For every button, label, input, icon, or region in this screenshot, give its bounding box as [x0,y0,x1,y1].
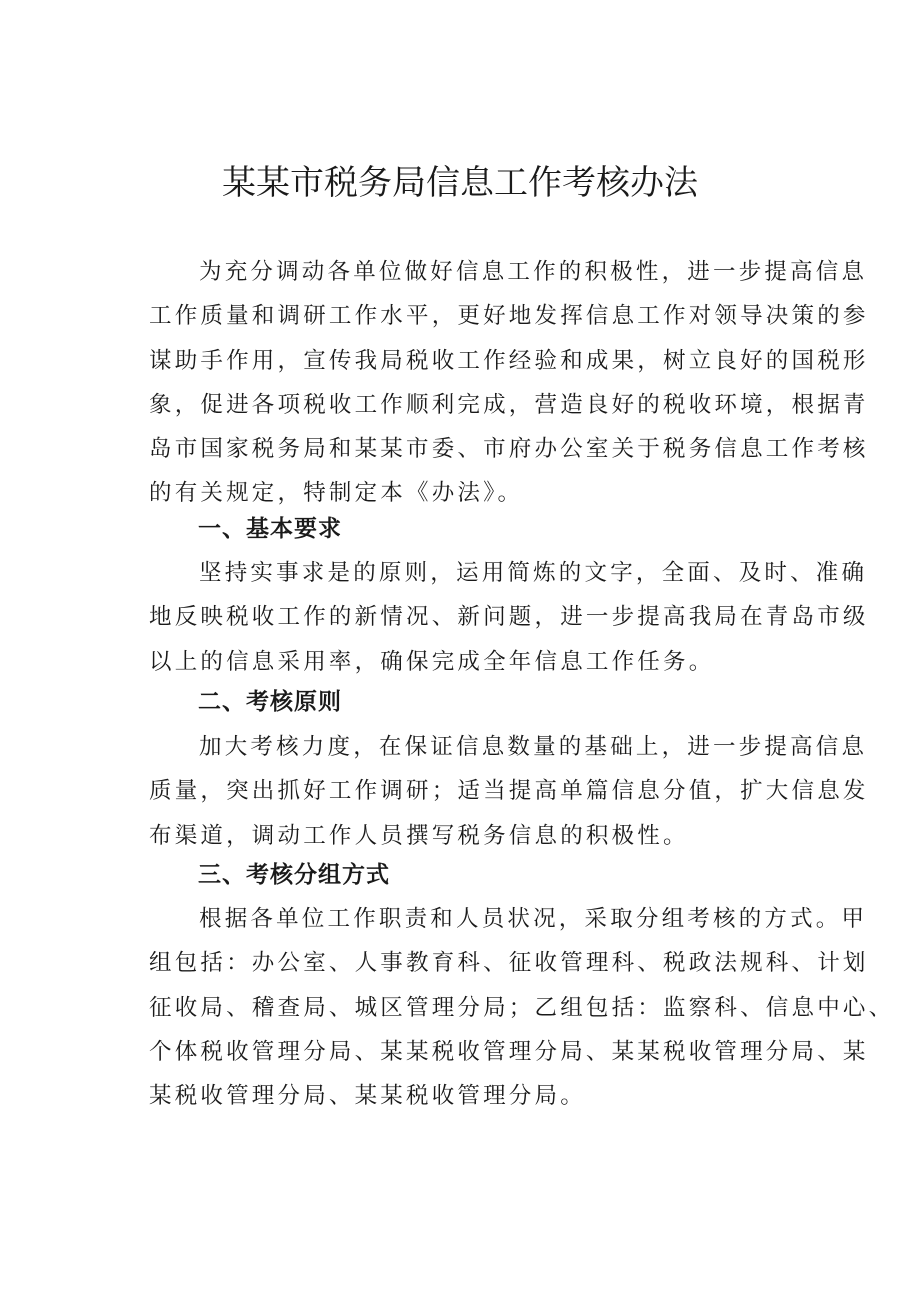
paragraph-line: 某税收管理分局、某某税收管理分局。 [149,1083,586,1110]
section-paragraph-grouping-method [149,897,895,1118]
paragraph-line: 征收局、稽查局、城区管理分局；乙组包括：监察科、信息中心、 [149,994,895,1021]
paragraph-line: 坚持实事求是的原则，运用简炼的文字，全面、及时、准确 [199,560,868,586]
intro-line: 为充分调动各单位做好信息工作的积极性，进一步提高信息 [199,259,868,285]
paragraph-line: 个体税收管理分局、某某税收管理分局、某某税收管理分局、某 [149,1038,869,1065]
paragraph-line: 加大考核力度，在保证信息数量的基础上，进一步提高信息 [199,734,868,760]
intro-line: 岛市国家税务局和某某市委、市府办公室关于税务信息工作考核 [149,436,869,463]
paragraph-line: 根据各单位工作职责和人员状况，采取分组考核的方式。甲 [199,906,868,932]
paragraph-line: 布渠道，调动工作人员撰写税务信息的积极性。 [149,822,689,849]
intro-paragraph [149,250,869,516]
section-heading-basic-requirements: 一、基本要求 [198,516,342,542]
section-paragraph-assessment-principles [149,725,869,858]
paragraph-line: 质量，突出抓好工作调研；适当提高单篇信息分值，扩大信息发 [149,778,869,805]
section-paragraph-basic-requirements [149,551,869,684]
paragraph-line: 组包括：办公室、人事教育科、征收管理科、税政法规科、计划 [149,950,869,977]
intro-line: 谋助手作用，宣传我局税收工作经验和成果，树立良好的国税形 [149,347,869,374]
intro-line: 工作质量和调研工作水平，更好地发挥信息工作对领导决策的参 [149,303,869,330]
intro-line: 象，促进各项税收工作顺利完成，营造良好的税收环境，根据青 [149,391,869,418]
paragraph-line: 地反映税收工作的新情况、新问题，进一步提高我局在青岛市级 [149,604,869,631]
document-title: 某某市税务局信息工作考核办法 [222,163,698,203]
section-heading-grouping-method: 三、考核分组方式 [198,862,390,888]
paragraph-line: 以上的信息采用率，确保完成全年信息工作任务。 [149,648,715,675]
section-heading-assessment-principles: 二、考核原则 [198,689,342,715]
intro-line: 的有关规定，特制定本《办法》。 [149,480,524,507]
